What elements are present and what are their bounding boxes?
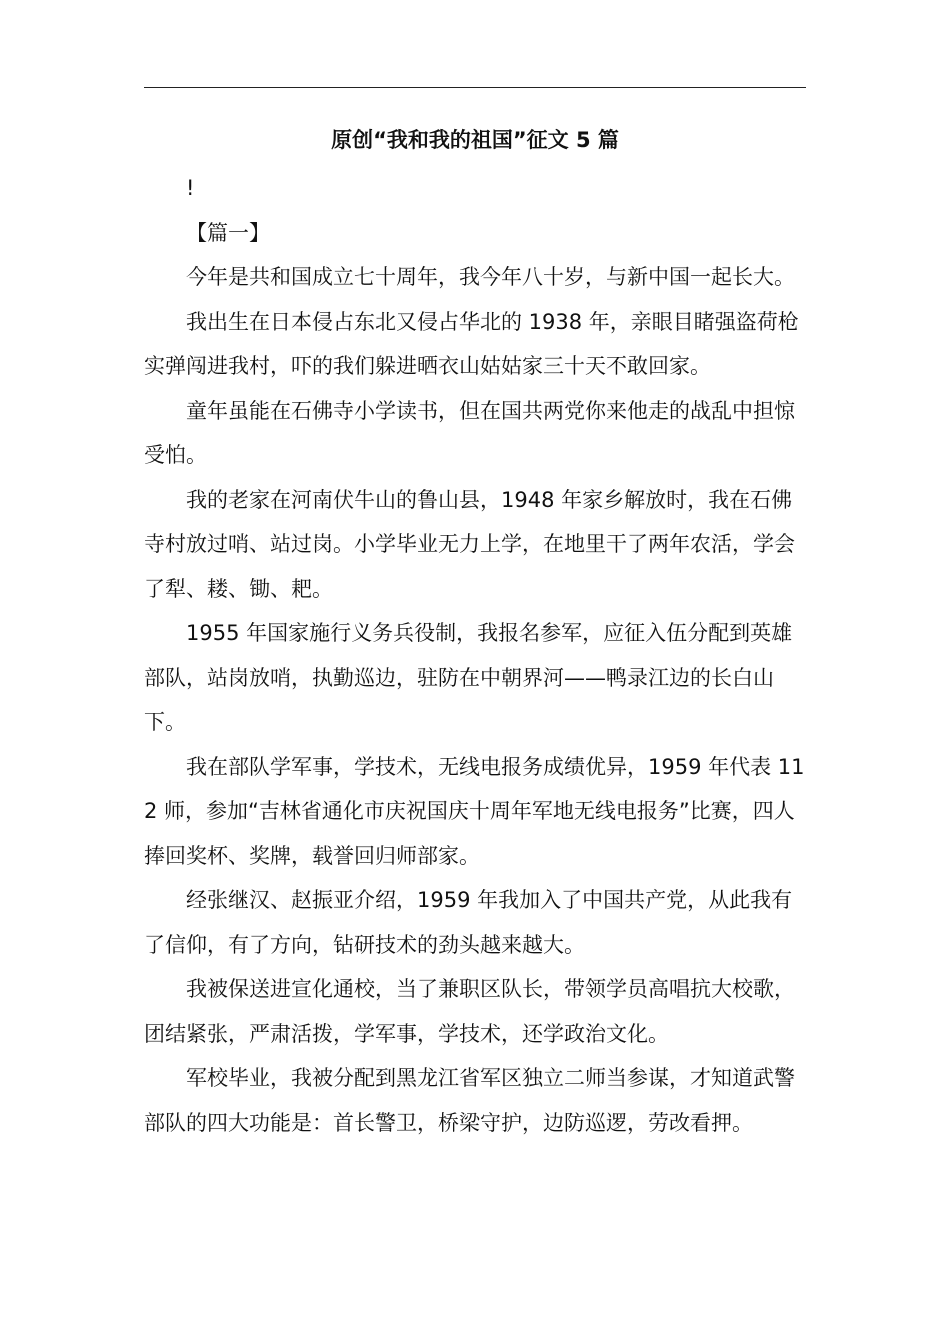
paragraph: 今年是共和国成立七十周年，我今年八十岁，与新中国一起长大。 bbox=[186, 265, 795, 289]
paragraph: 童年虽能在石佛寺小学读书，但在国共两党你来他走的战乱中担惊受怕。 bbox=[144, 398, 795, 467]
paragraph: 我出生在日本侵占东北又侵占华北的 1938 年，亲眼目睹强盗荷枪实弹闯进我村，吓的我们躲进晒衣山姑姑家三十天不敢回家。 bbox=[144, 309, 799, 378]
paragraph: 我被保送进宣化通校，当了兼职区队长，带领学员高唱抗大校歌，团结紧张，严肃活拨，学军事，学技术，还学政治文化。 bbox=[144, 977, 795, 1046]
exclamation-mark: ! bbox=[186, 176, 195, 200]
document-title: 原创“我和我的祖国”征文 5 篇 bbox=[331, 128, 619, 152]
section-heading: 【篇一】 bbox=[186, 220, 270, 245]
paragraph: 我的老家在河南伏牛山的鲁山县，1948 年家乡解放时，我在石佛寺村放过哨、站过岗。小学毕业无力上学，在地里干了两年农活，学会了犁、耧、锄、耙。 bbox=[144, 487, 795, 601]
paragraph: 经张继汉、赵振亚介绍，1959 年我加入了中国共产党，从此我有了信仰，有了方向，钻研技术的劲头越来越大。 bbox=[144, 888, 793, 957]
document-body bbox=[144, 166, 806, 1145]
header-rule bbox=[144, 87, 806, 88]
paragraph: 1955 年国家施行义务兵役制，我报名参军，应征入伍分配到英雄部队，站岗放哨，执勤巡边，驻防在中朝界河——鸭录江边的长白山下。 bbox=[144, 621, 793, 734]
paragraph: 军校毕业，我被分配到黑龙江省军区独立二师当参谋，才知道武警部队的四大功能是：首长警卫，桥梁守护，边防巡逻，劳改看押。 bbox=[144, 1066, 795, 1135]
paragraph: 我在部队学军事，学技术，无线电报务成绩优异，1959 年代表 112 师，参加“吉林省通化市庆祝国庆十周年军地无线电报务”比赛，四人捧回奖杯、奖牌，载誉回归师部家。 bbox=[144, 754, 805, 868]
